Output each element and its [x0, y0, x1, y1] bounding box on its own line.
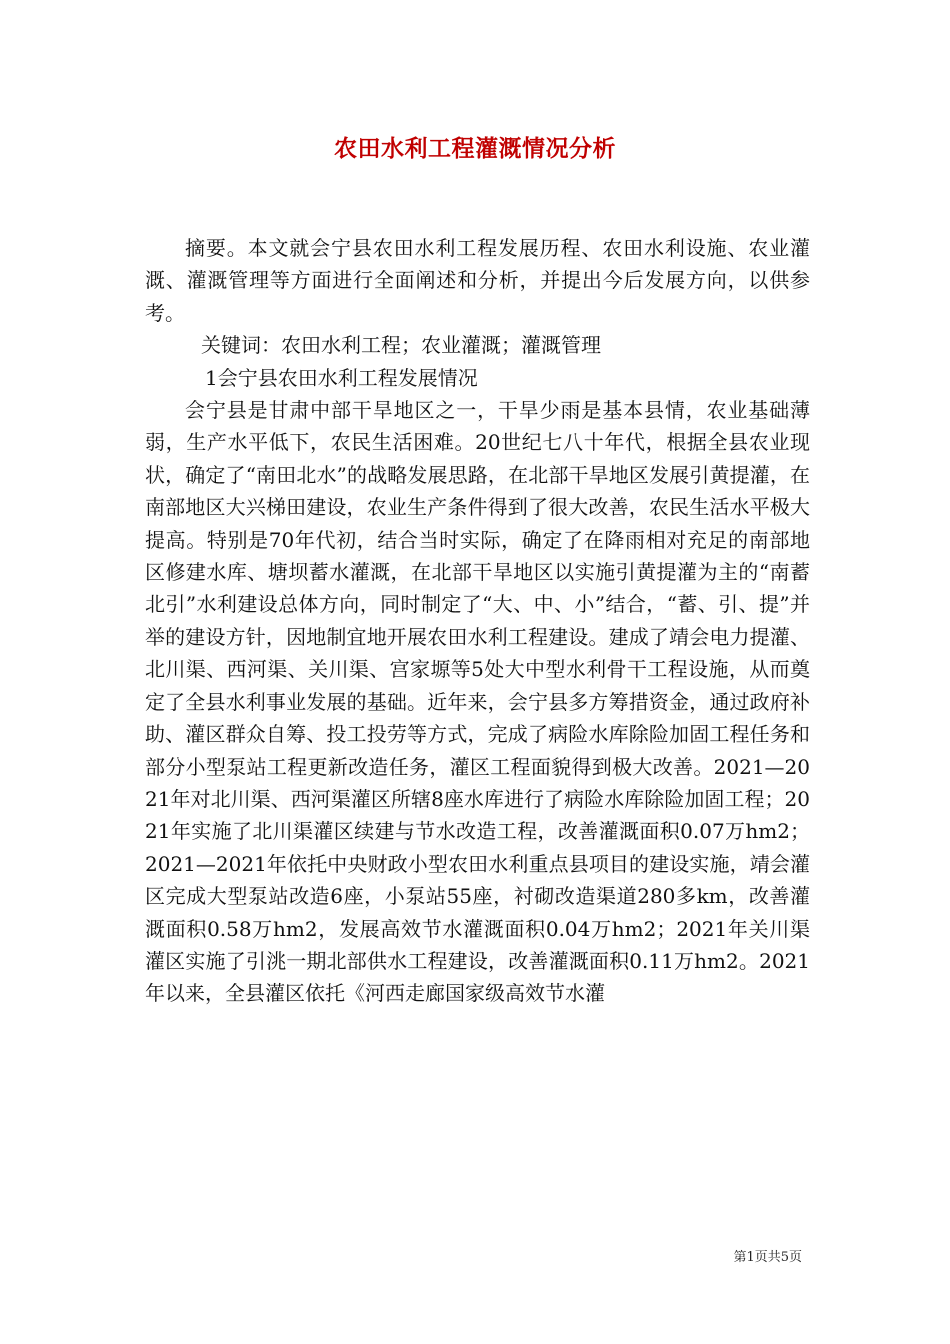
- body-paragraph: 会宁县是甘肃中部干旱地区之一，干旱少雨是基本县情，农业基础薄弱，生产水平低下，农民生活困难。20世纪七八十年代，根据全县农业现状，确定了“南田北水”的战略发展思路，在北部干旱地区发展引黄提灌，在南部地区大兴梯田建设，农业生产条件得到了很大改善，农民生活水平极大提高。特别是70年代初，结合当时实际，确定了在降雨相对充足的南部地区修建水库、塘坝蓄水灌溉，在北部干旱地区以实施引黄提灌为主的“南蓄北引”水利建设总体方向，同时制定了“大、中、小”结合，“蓄、引、提”并举的建设方针，因地制宜地开展农田水利工程建设。建成了靖会电力提灌、北川渠、西河渠、关川渠、宫家塬等5处大中型水利骨干工程设施，从而奠定了全县水利事业发展的基础。近年来，会宁县多方筹措资金，通过政府补助、灌区群众自筹、投工投劳等方式，完成了病险水库除险加固工程任务和部分小型泵站工程更新改造任务，灌区工程面貌得到极大改善。2021—2021年对北川渠、西河渠灌区所辖8座水库进行了病险水库除险加固工程；2021年实施了北川渠灌区续建与节水改造工程，改善灌溉面积0.07万hm2；2021—2021年依托中央财政小型农田水利重点县项目的建设实施，靖会灌区完成大型泵站改造6座，小泵站55座，衬砌改造渠道280多km，改善灌溉面积0.58万hm2，发展高效节水灌溉面积0.04万hm2；2021年关川渠灌区实施了引洮一期北部供水工程建设，改善灌溉面积0.11万hm2。2021年以来，全县灌区依托《河西走廊国家级高效节水灌: [145, 398, 810, 1006]
- document-title: 农田水利工程灌溉情况分析: [334, 135, 616, 162]
- abstract-paragraph: 摘要。本文就会宁县农田水利工程发展历程、农田水利设施、农业灌溉、灌溉管理等方面进行全面阐述和分析，并提出今后发展方向，以供参考。: [145, 236, 810, 325]
- page-number: 第1页共5页: [733, 1250, 802, 1265]
- section-heading: 1会宁县农田水利工程发展情况: [205, 365, 478, 390]
- keywords-line: 关键词：农田水利工程；农业灌溉；灌溉管理: [201, 333, 601, 358]
- document-body: [145, 232, 810, 1010]
